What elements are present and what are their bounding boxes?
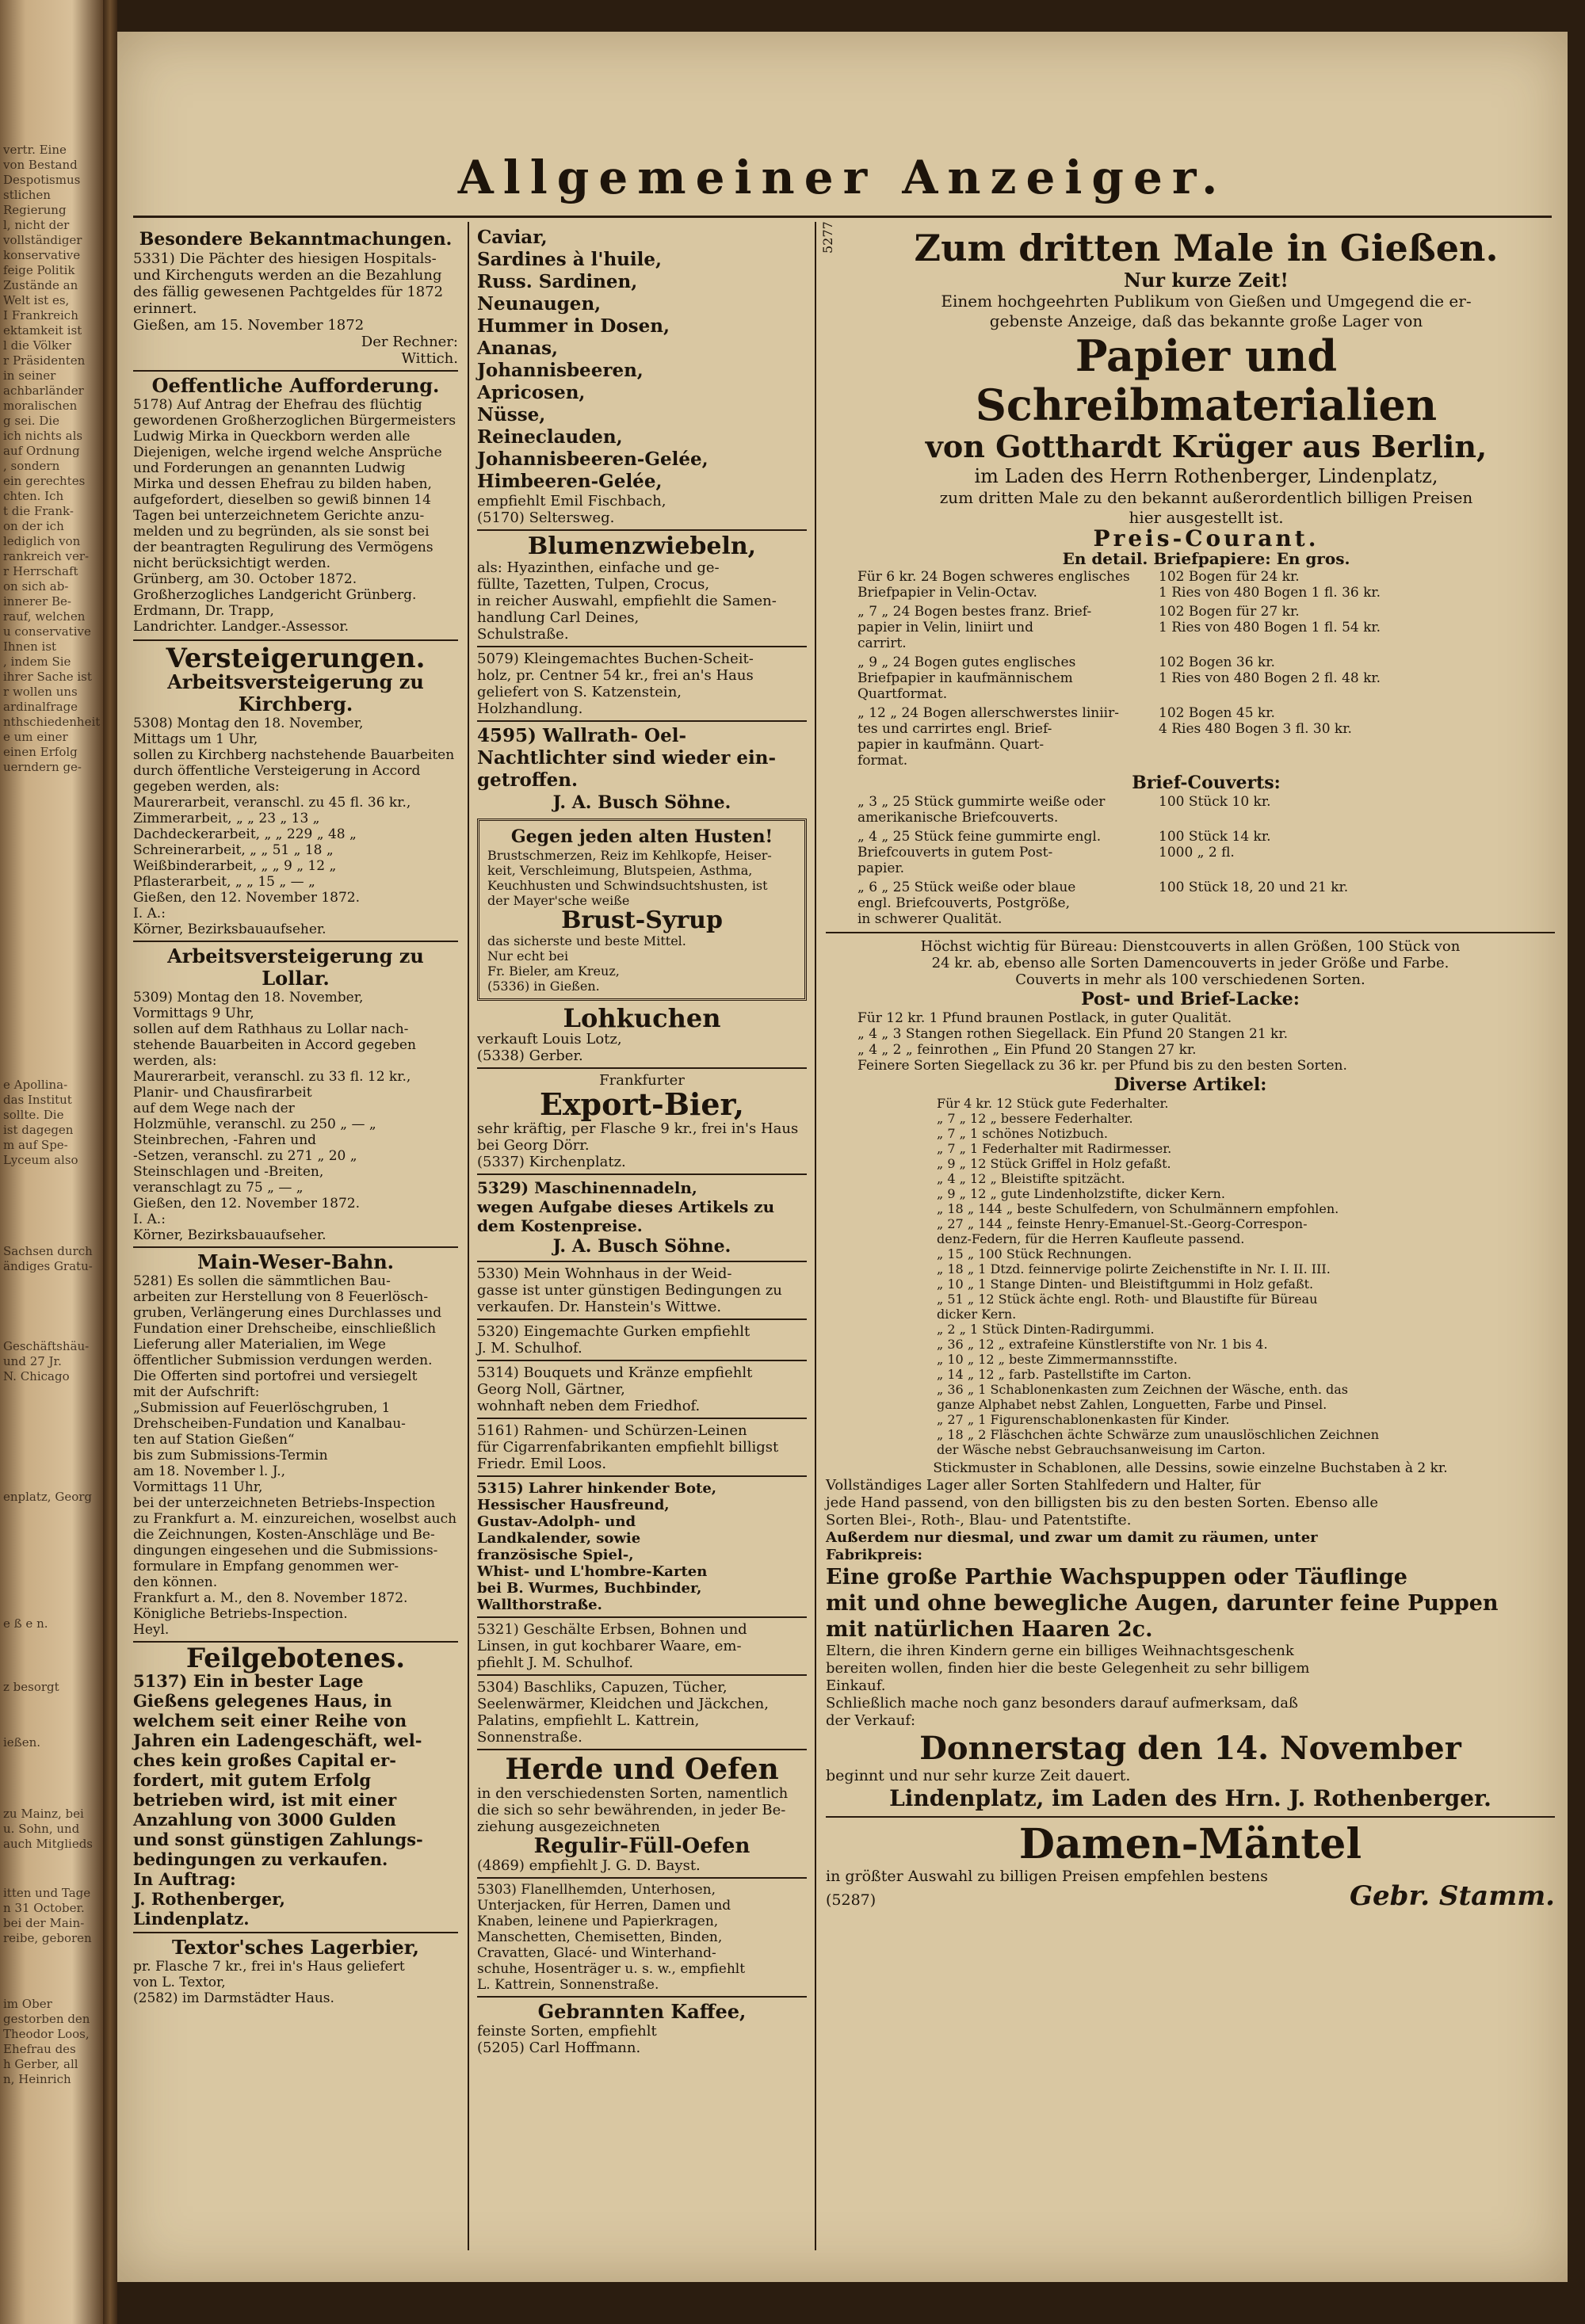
book-spine — [103, 0, 117, 2324]
masthead-title: Allgemeiner Anzeiger. — [457, 151, 1228, 204]
ad-wohnhaus: 5330) Mein Wohnhaus in der Weid- gasse ist unter günstigen Bedingungen zu verkaufen. Dr. Hanstein's Wittwe. — [477, 1265, 782, 1315]
column-rule — [468, 222, 469, 2250]
price-row: „ 9 „ 24 Bogen gutes englisches Briefpapier in kaufmännischem Quartformat. 102 Bogen 36 kr. 1 Ries von 480 Bogen 2 fl. 48 kr. — [857, 654, 1381, 702]
ad-number-vertical: 5277 — [820, 221, 835, 254]
ad-wallrath: 4595) Wallrath- Oel- Nachtlichter sind wieder ein- getroffen. — [477, 725, 777, 791]
ad-nadel-sign: J. A. Busch Söhne. — [552, 1236, 731, 1257]
heading-bekanntmachungen: Besondere Bekanntmachungen. — [139, 229, 453, 250]
ad-maschinennadeln: 5329) Maschinennadeln, wegen Aufgabe dieses Artikels zu dem Kostenpreise. — [477, 1178, 775, 1235]
ad-vollstaendig: Vollständiges Lager aller Sorten Stahlfedern und Halter, für jede Hand passend, von den billigsten bis zu den besten Sorten. Ebenso alle Sorten Blei-, Roth-, Blau- und Patentstifte. — [826, 1477, 1379, 1528]
ad-kalender: 5315) Lahrer hinkender Bote, Hessischer Hausfreund, Gustav-Adolph- und Landkalender, sowie französische Spiel-, Whist- und L'hombre-Karten bei B. Wurmes, Buchbinder, Wallthorstraße. — [477, 1480, 717, 1613]
notice-kirchberg: 5308) Montag den 18. November, Mittags um 1 Uhr, sollen zu Kirchberg nachstehende Bauarbeiten durch öffentliche Versteigerung in Accord gegeben werden, als: Maurerarbeit, veranschl. zu 45 fl. 36 kr., Zimmerarbeit, „ „ 23 „ 13 „ Dachdeckerarbeit, „ „ 229 „ 48 „ Schreinerarbeit, „ „ 51 „ 18 „ Weißbinderarbeit, „ „ 9 „ 12 „ Pflasterarbeit, „ „ 15 „ — „ Gießen, den 12. November 1872. I. A.: Körner, Bezirksbauaufseher. — [133, 716, 455, 937]
heading-herde-oefen: Herde und Oefen — [505, 1753, 779, 1786]
ad-lohkuchen: verkauft Louis Lotz, (5338) Gerber. — [477, 1031, 622, 1064]
margin-fragment: Geschäftshäu- und 27 Jr. N. Chicago — [3, 1339, 90, 1383]
notice-aufforderung: 5178) Auf Antrag der Ehefrau des flüchtig gewordenen Großherzoglichen Bürgermeisters Ludwig Mirka in Queckborn werden alle Diejenigen, welche irgend welche Ansprüche und Forderungen an genannten Ludwig Mirka und dessen Ehefrau zu bilden haben, aufgefordert, dieselben so gewiß binnen 14 Tagen bei unterzeichnetem Gerichte anzu- melden und zu begründen, als sie sonst bei der beantragten Regulirung des Vermögens nicht berücksichtigt werden. Grünberg, am 30. October 1872. Großherzogliches Landgericht Grünberg. Erdmann, Dr. Trapp, Landrichter. Landger.-Assessor. — [133, 397, 456, 635]
heading-lacke: Post- und Brief-Lacke: — [1081, 989, 1300, 1009]
heading-kruger: von Gotthardt Krüger aus Berlin, — [925, 429, 1488, 464]
margin-fragment: enplatz, Georg — [3, 1490, 93, 1504]
column-2 — [477, 222, 807, 2056]
ad-wallrath-sign: J. A. Busch Söhne. — [552, 792, 731, 813]
ad-erbsen: 5321) Geschälte Erbsen, Bohnen und Linsen, in gut kochbarer Waare, em- pfiehlt J. M. Schulhof. — [477, 1621, 747, 1671]
newspaper-page — [117, 32, 1568, 2282]
ad-caviar-sign: empfiehlt Emil Fischbach, (5170) Seltersweg. — [477, 493, 666, 526]
ad-ausserdem: Außerdem nur diesmal, und zwar um damit zu räumen, unter Fabrikpreis: — [826, 1529, 1318, 1563]
heading-aufforderung: Oeffentliche Aufforderung. — [151, 374, 440, 397]
ad-buchenholz: 5079) Kleingemachtes Buchen-Scheit- holz, pr. Centner 54 kr., frei an's Haus geliefert von S. Katzenstein, Holzhandlung. — [477, 651, 754, 717]
left-page-edge — [0, 0, 103, 2324]
ad-damen-text: in größter Auswahl zu billigen Preisen empfehlen bestens — [826, 1868, 1268, 1885]
margin-fragment: vertr. Eine von Bestand Despotismus stlichen Regierung l, nicht der vollständiger konservative feige Politik Zustände an Welt ist es, I Frankreich ektamkeit ist l die Völker r Präsidenten in seiner achbarländer moralischen g sei. Die ich nichts als auf Ordnung , sondern ein gerechtes chten. Ich t die Frank- on der ich lediglich von rankreich ver- r Herrschaft on sich ab- innerer Be- rauf, welchen u conservative Ihnen ist , indem Sie ihrer Sache ist r wollen uns ardinalfrage nthschiedenheit e um einer einen Erfolg uerndern ge- — [3, 143, 101, 774]
heading-zum-dritten-male: Zum dritten Male in Gießen. — [914, 227, 1499, 269]
ad-baschliks: 5304) Baschliks, Capuzen, Tücher, Seelenwärmer, Kleidchen und Jäckchen, Palatins, empfiehlt L. Kattrein, Sonnenstraße. — [477, 1679, 769, 1746]
ad-zum-dritten: zum dritten Male zu den bekannt außerordentlich billigen Preisen hier ausgestellt ist. — [939, 488, 1473, 527]
notice-bahn: 5281) Es sollen die sämmtlichen Bau- arbeiten zur Herstellung von 8 Feuerlösch- gruben, Verlängerung eines Durchlasses und Fundation einer Drehscheibe, einschließlich Lieferung aller Materialien, im Wege öffentlicher Submission verdungen werden. Die Offerten sind portofrei und versiegelt mit der Aufschrift: „Submission auf Feuerlöschgruben, 1 Drehscheiben-Fundation und Kanalbau- ten auf Station Gießen“ bis zum Submissions-Termin am 18. November l. J., Vormittags 11 Uhr, bei der unterzeichneten Betriebs-Inspection zu Frankfurt a. M. einzureichen, woselbst auch die Zeichnungen, Kosten-Anschläge und Be- dingungen eingesehen und die Submissions- formulare in Empfang genommen wer- den können. Frankfurt a. M., den 8. November 1872. Königliche Betriebs-Inspection. Heyl. — [133, 1273, 457, 1638]
heading-lindenplatz: Lindenplatz, im Laden des Hrn. J. Rothenberger. — [889, 1785, 1491, 1811]
ad-beginnt: beginnt und nur sehr kurze Zeit dauert. — [826, 1767, 1131, 1784]
column-rule — [815, 222, 816, 2250]
column-1 — [133, 222, 458, 2006]
price-row: „ 7 „ 24 Bogen bestes franz. Brief- papier in Velin, liniirt und carrirt. 102 Bogen für 27 kr. 1 Ries von 480 Bogen 1 fl. 54 kr. — [857, 604, 1381, 651]
ad-husten-box — [477, 819, 807, 1001]
ad-export: sehr kräftig, per Flasche 9 kr., frei in's Haus bei Georg Dörr. (5337) Kirchenplatz. — [477, 1120, 799, 1170]
margin-fragment: z besorgt — [3, 1680, 59, 1694]
ad-gurken: 5320) Eingemachte Gurken empfiehlt J. M. Schulhof. — [477, 1323, 750, 1357]
margin-fragment: ießen. — [3, 1735, 40, 1750]
ad-damen-sign: Gebr. Stamm. — [1350, 1880, 1555, 1912]
ad-hoechst: Höchst wichtig für Büreau: Dienstcouverts in allen Größen, 100 Stück von 24 kr. ab, ebenso alle Sorten Damencouverts in jeder Größe und Farbe. Couverts in mehr als 100 verschiedenen Sorten. — [920, 938, 1461, 988]
heading-versteigerungen: Versteigerungen. — [166, 643, 426, 674]
ad-blumen: als: Hyazinthen, einfache und ge- füllte, Tazetten, Tulpen, Crocus, in reicher Auswahl, empfiehlt die Samen- handlung Carl Deines, Schulstraße. — [477, 559, 777, 643]
subheading-kurze-zeit: Nur kurze Zeit! — [1124, 269, 1289, 292]
ad-damen-footer — [826, 1880, 1555, 1912]
notice-lollar: 5309) Montag den 18. November, Vormittags 9 Uhr, sollen auf dem Rathhaus zu Lollar nach- stehende Bauarbeiten in Accord gegeben werden, als: Maurerarbeit, veranschl. zu 33 fl. 12 kr., Planir- und Chausfirarbeit auf dem Wege nach der Holzmühle, veranschl. zu 250 „ — „ Steinbrechen, -Fahren und -Setzen, veranschl. zu 271 „ 20 „ Steinschlagen und -Breiten, veranschlagt zu 75 „ — „ Gießen, den 12. November 1872. I. A.: Körner, Bezirksbauaufseher. — [133, 990, 416, 1243]
price-row: „ 6 „ 25 Stück weiße oder blaue engl. Briefcouverts, Postgröße, in schwerer Qualität. 100 Stück 18, 20 und 21 kr. — [857, 880, 1349, 927]
column-3 — [820, 221, 1555, 1912]
ad-schliesslich: Schließlich mache noch ganz besonders darauf aufmerksam, daß der Verkauf: — [826, 1695, 1298, 1729]
heading-kaffee: Gebrannten Kaffee, — [537, 2000, 747, 2023]
price-row: „ 3 „ 25 Stück gummirte weiße oder amerikanische Briefcouverts. 100 Stück 10 kr. — [857, 794, 1271, 826]
ad-bouquets: 5314) Bouquets und Kränze empfiehlt Georg Noll, Gärtner, wohnhaft neben dem Friedhof. — [477, 1364, 753, 1414]
margin-fragment: e ß e n. — [3, 1616, 48, 1631]
ad-intro: Einem hochgeehrten Publikum von Gießen und Umgegend die er- gebenste Anzeige, daß das bekannte große Lager von — [941, 292, 1472, 330]
heading-main-weser-bahn: Main-Weser-Bahn. — [197, 1250, 395, 1273]
ad-damen-number: (5287) — [826, 1891, 877, 1909]
heading-feilgebotenes: Feilgebotenes. — [185, 1643, 406, 1674]
ad-husten-text: Brustschmerzen, Reiz im Kehlkopfe, Heiser- keit, Verschleimung, Blutspeien, Asthma, Keuchhusten und Schwindsuchtshusten, ist der Mayer'sche weiße — [487, 848, 772, 908]
ad-regulir-sign: (4869) empfiehlt J. G. D. Bayst. — [477, 1857, 701, 1874]
ad-rahmen: 5161) Rahmen- und Schürzen-Leinen für Cigarrenfabrikanten empfiehlt billigst Friedr. Emil Loos. — [477, 1422, 779, 1472]
heading-damen-maentel: Damen-Mäntel — [1018, 1820, 1362, 1868]
ad-herde: in den verschiedensten Sorten, namentlich die sich so sehr bewährenden, in jeder Be- ziehung ausgezeichneten — [477, 1785, 789, 1835]
price-row: „ 4 „ 25 Stück feine gummirte engl. Briefcouverts in gutem Post- papier. 100 Stück 14 kr. 1000 „ 2 fl. — [857, 829, 1271, 876]
heading-husten: Gegen jeden alten Husten! — [510, 826, 773, 847]
ad-laden: im Laden des Herrn Rothenberger, Lindenplatz, — [974, 465, 1438, 487]
heading-lollar: Arbeitsversteigerung zu Lollar. — [167, 944, 424, 990]
ad-syrup-text: das sicherste und beste Mittel. Nur echt bei Fr. Bieler, am Kreuz, (5336) in Gießen. — [487, 933, 686, 994]
margin-fragment: zu Mainz, bei u. Sohn, und auch Mitglieds — [3, 1807, 93, 1851]
heading-lohkuchen: Lohkuchen — [563, 1003, 721, 1033]
notice-textor: pr. Flasche 7 kr., frei in's Haus geliefert von L. Textor, (2582) im Darmstädter Haus. — [133, 1959, 405, 2006]
heading-donnerstag: Donnerstag den 14. November — [919, 1730, 1461, 1767]
ad-eltern: Eltern, die ihren Kindern gerne ein billiges Weihnachtsgeschenk bereiten wollen, finden hier die beste Gelegenheit zu sehr billigem Einkauf. — [826, 1643, 1310, 1694]
heading-regulir: Regulir-Füll-Oefen — [533, 1834, 750, 1858]
notice-pachtgeld: 5331) Die Pächter des hiesigen Hospitals- und Kirchenguts werden an die Bezahlung des fällig gewesenen Pachtgeldes für 1872 erinnert. Gießen, am 15. November 1872 — [133, 250, 444, 334]
heading-textor: Textor'sches Lagerbier, — [171, 1936, 420, 1959]
ad-flanell: 5303) Flanellhemden, Unterhosen, Unterjacken, für Herren, Damen und Knaben, leinene und Papierkragen, Manschetten, Chemisetten, Binden, Cravatten, Glacé- und Winterhand- schuhe, Hosenträger u. s. w., empfiehlt L. Kattrein, Sonnenstraße. — [477, 1882, 746, 1993]
notice-haus: 5137) Ein in bester Lage Gießens gelegenes Haus, in welchem seit einer Reihe von Jahren ein Ladengeschäft, wel- ches kein großes Capital er- fordert, mit gutem Erfolg betrieben wird, ist mit einer Anzahlung von 3000 Gulden und sonst günstigen Zahlungs- bedingungen zu verkaufen. In Auftrag: J. Rothenberger, Lindenplatz. — [133, 1671, 423, 1929]
ad-export-pre: Frankfurter — [599, 1072, 685, 1089]
heading-couverts: Brief-Couverts: — [1132, 773, 1281, 793]
ad-stickmuster: Stickmuster in Schablonen, alle Dessins, sowie einzelne Buchstaben à 2 kr. — [933, 1460, 1448, 1476]
ad-diverse: Für 4 kr. 12 Stück gute Federhalter. „ 7 „ 12 „ bessere Federhalter. „ 7 „ 1 schönes Notizbuch. „ 7 „ 1 Federhalter mit Radirmesser. „ 9 „ 12 Stück Griffel in Holz gefaßt. „ 4 „ 12 „ Bleistifte spitzächt. „ 9 „ 12 „ gute Lindenholzstifte, dicker Kern. „ 18 „ 144 „ beste Schulfedern, von Schulmännern empfohlen. „ 27 „ 144 „ feinste Henry-Emanuel-St.-Georg-Correspon- denz-Federn, für die Herren Kaufleute passend. „ 15 „ 100 Stück Rechnungen. „ 18 „ 1 Dtzd. feinnervige polirte Zeichenstifte in Nr. I. II. III. „ 10 „ 1 Stange Dinten- und Bleistiftgummi in Holz gefaßt. „ 51 „ 12 Stück ächte engl. Roth- und Blaustifte für Büreau dicker Kern. „ 2 „ 1 Stück Dinten-Radirgummi. „ 36 „ 12 „ extrafeine Künstlerstifte von Nr. 1 bis 4. „ 10 „ 12 „ beste Zimmermannsstifte. „ 14 „ 12 „ farb. Pastellstifte im Carton. „ 36 „ 1 Schablonenkasten zum Zeichnen der Wäsche, enth. das ganze Alphabet nebst Zahlen, Longuetten, Farbe und Pinsel. „ 27 „ 1 Figurenschablonenkasten für Kinder. „ 18 „ 2 Fläschchen ächte Schwärze zum unauslöschlichen Zeichnen der Wäsche nebst Gebrauchsanweisung im Carton. — [937, 1096, 1379, 1457]
ad-lacke: Für 12 kr. 1 Pfund braunen Postlack, in guter Qualität. „ 4 „ 3 Stangen rothen Siegellack. Ein Pfund 20 Stangen 21 kr. „ 4 „ 2 „ feinrothen „ Ein Pfund 20 Stangen 27 kr. Feinere Sorten Siegellack zu 36 kr. per Pfund bis zu den besten Sorten. — [857, 1010, 1347, 1074]
margin-fragment: im Ober gestorben den Theodor Loos, Ehefrau des h Gerber, all n, Heinrich — [3, 1997, 90, 2086]
price-row: „ 12 „ 24 Bogen allerschwerstes liniir- tes und carrirtes engl. Brief- papier in kaufmänn. Quart- format. 102 Bogen 45 kr. 4 Ries 480 Bogen 3 fl. 30 kr. — [857, 705, 1352, 769]
heading-preis-courant: Preis-Courant. — [1093, 525, 1320, 551]
heading-export-bier: Export-Bier, — [539, 1086, 745, 1122]
price-row: Für 6 kr. 24 Bogen schweres englisches Briefpapier in Velin-Octav. 102 Bogen für 24 kr. 1 Ries von 480 Bogen 1 fl. 36 kr. — [857, 569, 1381, 601]
heading-brust-syrup: Brust-Syrup — [561, 906, 723, 934]
price-header: En detail. Briefpapiere: En gros. — [1062, 549, 1350, 568]
ad-puppen: Eine große Parthie Wachspuppen oder Täuflinge mit und ohne bewegliche Augen, darunter feine Puppen mit natürlichen Haaren 2c. — [826, 1565, 1499, 1642]
ad-caviar-list: Caviar, Sardines à l'huile, Russ. Sardinen, Neunaugen, Hummer in Dosen, Ananas, Johannisbeeren, Apricosen, Nüsse, Reineclauden, Johannisbeeren-Gelée, Himbeeren-Gelée, — [477, 227, 708, 492]
heading-diverse: Diverse Artikel: — [1113, 1074, 1267, 1095]
margin-fragment: Sachsen durch ändiges Gratu- — [3, 1244, 93, 1273]
margin-fragment: e Apollina- das Institut sollte. Die ist dagegen m auf Spe- Lyceum also — [3, 1078, 78, 1167]
notice-sign: Der Rechner: Wittich. — [361, 334, 458, 367]
heading-papier: Papier und Schreibmaterialien — [975, 330, 1438, 430]
heading-kirchberg: Arbeitsversteigerung zu Kirchberg. — [167, 670, 424, 716]
masthead-rule — [133, 216, 1552, 218]
margin-fragment: itten und Tage n 31 October. bei der Main- reibe, geboren — [3, 1886, 92, 1945]
ad-kaffee: feinste Sorten, empfiehlt (5205) Carl Hoffmann. — [477, 2023, 657, 2056]
heading-blumenzwiebeln: Blumenzwiebeln, — [527, 532, 757, 560]
